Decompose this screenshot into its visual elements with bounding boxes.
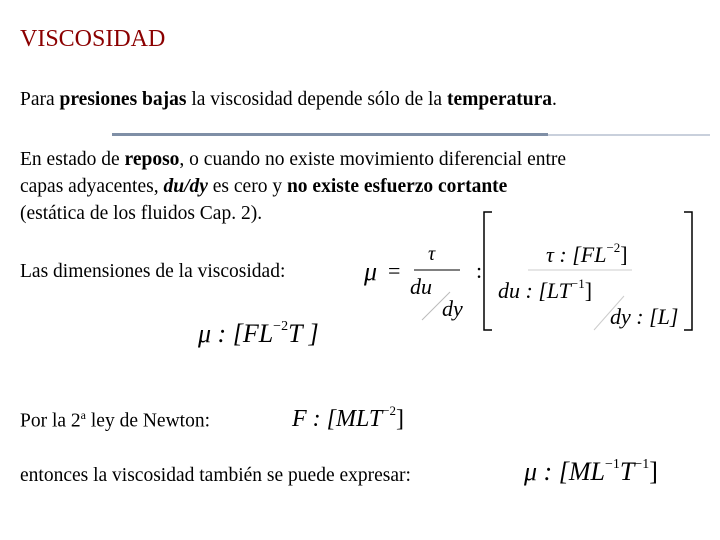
formula-equals: = <box>388 258 401 283</box>
p4-text-b: ley de Newton: <box>86 410 211 432</box>
p4-text-a: Por la 2 <box>20 410 81 432</box>
force-dimension <box>290 396 430 434</box>
p1-text-a: Para <box>20 89 60 110</box>
paragraph-newton <box>20 402 210 435</box>
formula-du: du <box>410 274 432 299</box>
p4-superscript: a <box>80 408 86 422</box>
mu-mlt-dimension <box>522 448 702 490</box>
viscosity-formula <box>360 240 490 330</box>
du-dimension: du : $[LT^{-1}]$ <box>498 276 593 303</box>
p2-l2c: es cero y <box>207 176 287 197</box>
p2-l3: (estática de los fluidos Cap. 2). <box>20 203 263 224</box>
p1-text-c: la viscosidad depende sólo de la <box>186 89 447 110</box>
p1-bold-temperatura: temperatura <box>446 89 553 110</box>
p1-bold-presiones: presiones bajas <box>59 89 187 110</box>
mu-mlt-text: μ : $[ML^{-1}T^{-1}]$ <box>524 457 658 486</box>
p2-bold-no-esfuerzo: no existe esfuerzo cortante <box>286 176 508 197</box>
paragraph-dimensions: Las dimensiones de la viscosidad: <box>20 261 286 282</box>
p2-bold-reposo: reposo <box>124 149 180 170</box>
dy-dimension: dy : [L] <box>610 304 679 329</box>
formula-colon: : <box>476 258 483 283</box>
right-bracket <box>684 212 692 330</box>
left-bracket <box>484 212 492 330</box>
formula-mu: μ <box>364 257 378 286</box>
paragraph-express: entonces la viscosidad también se puede expresar: <box>20 465 411 486</box>
p2-l1c: , o cuando no existe movimiento diferencial entre <box>179 149 567 170</box>
slide-title: VISCOSIDAD <box>20 26 166 52</box>
paragraph-low-pressure <box>20 86 557 113</box>
p2-l1a: En estado de <box>20 149 125 170</box>
divider-rule <box>112 133 548 136</box>
mu-dimension-result <box>196 310 346 350</box>
p1-text-e: . <box>552 89 557 110</box>
force-dim-text: F : $[MLT^{-2}]$ <box>292 403 405 432</box>
formula-dy: dy <box>442 296 463 321</box>
tau-dimension: τ : $[FL^{-2}]$ <box>546 240 628 267</box>
p2-bold-dudy: du/dy <box>163 176 208 197</box>
p2-l2a: capas adyacentes, <box>20 176 164 197</box>
dimensional-fraction <box>482 210 702 335</box>
divider-rule-fade <box>548 134 710 136</box>
mu-dim-text: μ : [$FL^{-2}T$ ] <box>198 319 319 348</box>
formula-tau: τ <box>428 243 436 265</box>
